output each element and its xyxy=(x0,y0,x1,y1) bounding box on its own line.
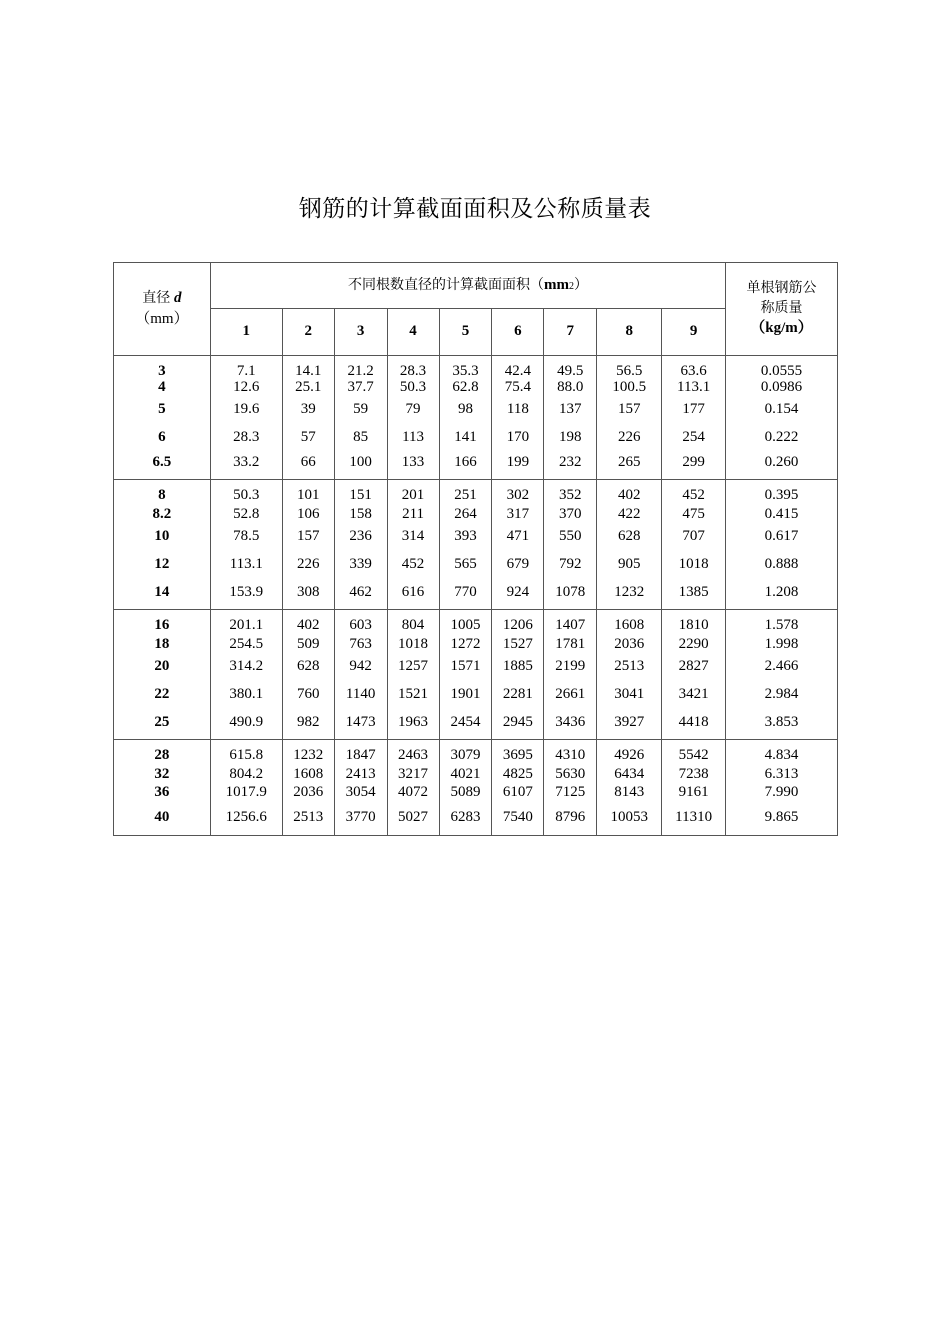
area-value: 942 xyxy=(349,658,372,674)
diameter-unit: （mm） xyxy=(135,311,189,327)
mass-value: 1.578 xyxy=(764,617,799,633)
diameter-cell xyxy=(114,740,211,836)
area-value: 1232 xyxy=(293,747,324,763)
area-value: 4825 xyxy=(502,766,533,782)
area-value: 177 xyxy=(682,401,705,417)
area-value: 475 xyxy=(682,506,705,522)
area-cell xyxy=(210,356,282,480)
area-value: 1256.6 xyxy=(225,809,267,825)
area-cell xyxy=(439,356,492,480)
area-value: 1407 xyxy=(555,617,586,633)
area-value: 5630 xyxy=(555,766,586,782)
table-row-group xyxy=(114,480,838,610)
area-cell xyxy=(597,356,662,480)
area-value: 982 xyxy=(296,714,320,730)
area-value: 35.3 xyxy=(452,363,479,379)
area-value: 4310 xyxy=(555,747,586,763)
area-value: 707 xyxy=(682,528,705,544)
count-header-5: 5 xyxy=(439,309,492,356)
area-cell xyxy=(662,740,726,836)
area-value: 251 xyxy=(454,487,477,503)
mass-value: 0.260 xyxy=(764,454,799,470)
area-value: 7238 xyxy=(678,766,709,782)
area-value: 1901 xyxy=(450,686,481,702)
area-value: 1885 xyxy=(502,658,533,674)
area-cell xyxy=(662,356,726,480)
area-cell xyxy=(387,740,439,836)
area-value: 153.9 xyxy=(229,584,264,600)
area-value: 3927 xyxy=(614,714,645,730)
area-value: 62.8 xyxy=(452,379,479,395)
area-value: 49.5 xyxy=(557,363,584,379)
area-value: 1272 xyxy=(450,636,481,652)
area-value: 254 xyxy=(682,429,705,445)
area-value: 3770 xyxy=(345,809,376,825)
area-value: 6107 xyxy=(502,784,533,800)
area-value: 4072 xyxy=(398,784,429,800)
count-header-3: 3 xyxy=(334,309,387,356)
area-value: 616 xyxy=(401,584,425,600)
area-value: 201 xyxy=(401,487,425,503)
mass-unit: （kg/m） xyxy=(750,320,813,337)
count-header-4: 4 xyxy=(387,309,439,356)
diameter-value: 8 xyxy=(158,487,166,503)
area-cell xyxy=(334,740,387,836)
area-value: 6434 xyxy=(614,766,645,782)
area-value: 39 xyxy=(300,401,316,417)
area-cell xyxy=(210,740,282,836)
area-value: 2513 xyxy=(293,809,324,825)
mass-value: 0.222 xyxy=(764,429,799,445)
mass-label-2: 称质量 xyxy=(760,300,803,317)
table-row-group xyxy=(114,356,838,480)
area-value: 1608 xyxy=(293,766,324,782)
table-row-group xyxy=(114,610,838,740)
area-value: 1018 xyxy=(398,636,429,652)
area-cell xyxy=(544,610,597,740)
area-value: 4926 xyxy=(614,747,645,763)
area-value: 33.2 xyxy=(233,454,260,470)
area-value: 339 xyxy=(349,556,372,572)
area-header xyxy=(210,263,725,309)
area-value: 170 xyxy=(506,429,530,445)
area-value: 52.8 xyxy=(233,506,260,522)
area-value: 98 xyxy=(457,401,473,417)
area-cell xyxy=(439,610,492,740)
diameter-value: 5 xyxy=(158,401,166,417)
area-value: 1257 xyxy=(398,658,429,674)
area-value: 370 xyxy=(559,506,582,522)
area-value: 254.5 xyxy=(229,636,264,652)
area-value: 3695 xyxy=(502,747,533,763)
area-value: 760 xyxy=(296,686,320,702)
area-value: 5089 xyxy=(450,784,481,800)
area-value: 1571 xyxy=(450,658,481,674)
area-value: 37.7 xyxy=(347,379,374,395)
area-value: 565 xyxy=(454,556,477,572)
area-value: 8143 xyxy=(614,784,645,800)
area-value: 11310 xyxy=(675,809,713,825)
area-value: 10053 xyxy=(610,809,648,825)
area-value: 2945 xyxy=(502,714,533,730)
area-value: 9161 xyxy=(678,784,709,800)
mass-value: 0.415 xyxy=(764,506,799,522)
area-value: 232 xyxy=(559,454,582,470)
area-value: 314 xyxy=(401,528,425,544)
area-value: 2036 xyxy=(293,784,324,800)
area-value: 21.2 xyxy=(347,363,374,379)
area-value: 118 xyxy=(506,401,529,417)
area-value: 4021 xyxy=(450,766,481,782)
area-value: 462 xyxy=(349,584,372,600)
area-value: 141 xyxy=(454,429,477,445)
area-value: 380.1 xyxy=(229,686,264,702)
area-value: 1017.9 xyxy=(225,784,267,800)
mass-value: 1.208 xyxy=(764,584,799,600)
area-value: 56.5 xyxy=(616,363,643,379)
area-value: 905 xyxy=(617,556,641,572)
area-value: 1385 xyxy=(678,584,709,600)
mass-value: 9.865 xyxy=(764,809,799,825)
diameter-value: 4 xyxy=(158,379,166,395)
area-value: 3421 xyxy=(678,686,709,702)
mass-label-1: 单根钢筋公 xyxy=(746,280,817,297)
mass-value: 0.395 xyxy=(764,487,799,503)
area-value: 7125 xyxy=(555,784,586,800)
area-cell xyxy=(210,610,282,740)
area-value: 2463 xyxy=(398,747,429,763)
area-value: 12.6 xyxy=(233,379,260,395)
area-value: 113 xyxy=(402,429,425,445)
area-value: 5542 xyxy=(678,747,709,763)
area-value: 1810 xyxy=(678,617,709,633)
area-value: 5027 xyxy=(398,809,429,825)
area-value: 299 xyxy=(682,454,705,470)
area-value: 28.3 xyxy=(233,429,260,445)
area-cell xyxy=(210,480,282,610)
area-cell xyxy=(597,610,662,740)
area-value: 471 xyxy=(506,528,530,544)
area-value: 615.8 xyxy=(229,747,264,763)
area-value: 1005 xyxy=(450,617,481,633)
area-cell xyxy=(492,740,544,836)
area-value: 101 xyxy=(296,487,320,503)
area-value: 113.1 xyxy=(229,556,263,572)
area-value: 3079 xyxy=(450,747,481,763)
mass-value: 3.853 xyxy=(764,714,799,730)
area-value: 106 xyxy=(296,506,320,522)
area-value: 50.3 xyxy=(233,487,260,503)
diameter-value: 6.5 xyxy=(152,454,172,470)
diameter-value: 32 xyxy=(154,766,170,782)
area-cell xyxy=(387,610,439,740)
area-value: 113.1 xyxy=(677,379,711,395)
mass-value: 0.617 xyxy=(764,528,799,544)
area-value: 2827 xyxy=(678,658,709,674)
mass-value: 6.313 xyxy=(764,766,799,782)
area-value: 550 xyxy=(559,528,582,544)
area-value: 490.9 xyxy=(229,714,264,730)
mass-cell xyxy=(726,610,838,740)
area-value: 1140 xyxy=(345,686,376,702)
area-value: 402 xyxy=(617,487,641,503)
area-value: 1078 xyxy=(555,584,586,600)
area-value: 42.4 xyxy=(504,363,531,379)
area-value: 85 xyxy=(353,429,369,445)
area-value: 1963 xyxy=(398,714,429,730)
mass-value: 2.466 xyxy=(764,658,799,674)
area-close: ） xyxy=(573,276,588,293)
area-value: 66 xyxy=(300,454,316,470)
area-value: 157 xyxy=(296,528,320,544)
mass-value: 4.834 xyxy=(764,747,799,763)
diameter-label: 直径 xyxy=(142,289,171,306)
area-cell xyxy=(282,356,334,480)
area-value: 3436 xyxy=(555,714,586,730)
diameter-cell xyxy=(114,610,211,740)
area-value: 4418 xyxy=(678,714,709,730)
area-cell xyxy=(544,480,597,610)
area-cell xyxy=(439,480,492,610)
area-value: 78.5 xyxy=(233,528,260,544)
mass-value: 2.984 xyxy=(764,686,799,702)
mass-value: 1.998 xyxy=(764,636,799,652)
rebar-table xyxy=(113,262,838,836)
area-value: 317 xyxy=(506,506,530,522)
area-value: 79 xyxy=(405,401,421,417)
mass-value: 0.888 xyxy=(764,556,799,572)
area-value: 2199 xyxy=(555,658,586,674)
mass-value: 7.990 xyxy=(764,784,799,800)
page-title: 钢筋的计算截面面积及公称质量表 xyxy=(298,196,652,222)
area-value: 3054 xyxy=(345,784,376,800)
area-cell xyxy=(387,480,439,610)
area-value: 133 xyxy=(401,454,425,470)
area-unit: mm xyxy=(543,276,569,293)
area-cell xyxy=(282,610,334,740)
count-header-6: 6 xyxy=(492,309,544,356)
area-cell xyxy=(282,480,334,610)
area-value: 14.1 xyxy=(295,363,322,379)
area-value: 59 xyxy=(353,401,369,417)
area-value: 1473 xyxy=(345,714,376,730)
area-value: 679 xyxy=(506,556,530,572)
diameter-value: 6 xyxy=(158,429,166,445)
area-value: 924 xyxy=(506,584,530,600)
area-value: 75.4 xyxy=(504,379,531,395)
area-value: 7540 xyxy=(502,809,533,825)
area-value: 63.6 xyxy=(680,363,707,379)
area-value: 452 xyxy=(682,487,705,503)
area-cell xyxy=(439,740,492,836)
area-value: 199 xyxy=(506,454,530,470)
area-value: 2281 xyxy=(502,686,533,702)
diameter-value: 14 xyxy=(154,584,170,600)
area-cell xyxy=(334,356,387,480)
area-value: 19.6 xyxy=(233,401,260,417)
diameter-cell xyxy=(114,356,211,480)
diameter-cell xyxy=(114,480,211,610)
area-value: 158 xyxy=(349,506,372,522)
mass-header xyxy=(726,263,838,356)
area-value: 1521 xyxy=(398,686,429,702)
area-value: 352 xyxy=(559,487,582,503)
area-value: 1608 xyxy=(614,617,645,633)
mass-cell xyxy=(726,740,838,836)
area-value: 509 xyxy=(296,636,320,652)
diameter-value: 22 xyxy=(154,686,170,702)
area-value: 100.5 xyxy=(612,379,647,395)
count-header-8: 8 xyxy=(597,309,662,356)
area-value: 201.1 xyxy=(229,617,264,633)
area-value: 137 xyxy=(559,401,582,417)
area-cell xyxy=(597,740,662,836)
area-value: 8796 xyxy=(555,809,586,825)
diameter-value: 20 xyxy=(154,658,170,674)
mass-value: 0.154 xyxy=(764,401,799,417)
area-value: 88.0 xyxy=(557,379,584,395)
area-value: 1018 xyxy=(678,556,709,572)
area-value: 804.2 xyxy=(229,766,264,782)
area-cell xyxy=(282,740,334,836)
area-value: 50.3 xyxy=(399,379,427,395)
area-value: 2513 xyxy=(614,658,645,674)
area-value: 3217 xyxy=(398,766,429,782)
area-cell xyxy=(662,610,726,740)
area-value: 236 xyxy=(349,528,372,544)
count-header-2: 2 xyxy=(282,309,334,356)
area-value: 25.1 xyxy=(295,379,322,395)
area-value: 157 xyxy=(617,401,641,417)
area-value: 393 xyxy=(454,528,477,544)
area-cell xyxy=(597,480,662,610)
mass-cell xyxy=(726,480,838,610)
area-value: 308 xyxy=(296,584,320,600)
mass-cell xyxy=(726,356,838,480)
area-value: 603 xyxy=(349,617,372,633)
area-value: 2290 xyxy=(678,636,709,652)
area-value: 226 xyxy=(617,429,641,445)
area-cell xyxy=(334,480,387,610)
area-value: 6283 xyxy=(450,809,481,825)
area-value: 763 xyxy=(349,636,372,652)
area-value: 2661 xyxy=(555,686,586,702)
area-cell xyxy=(662,480,726,610)
area-value: 2454 xyxy=(450,714,481,730)
area-value: 1527 xyxy=(502,636,533,652)
area-value: 7.1 xyxy=(236,363,256,379)
diameter-value: 18 xyxy=(154,636,170,652)
area-value: 3041 xyxy=(614,686,645,702)
area-value: 628 xyxy=(296,658,320,674)
diameter-value: 25 xyxy=(154,714,170,730)
area-value: 422 xyxy=(617,506,641,522)
area-value: 28.3 xyxy=(399,363,427,379)
area-value: 2036 xyxy=(614,636,645,652)
diameter-value: 10 xyxy=(154,528,170,544)
mass-value: 0.0986 xyxy=(760,379,803,395)
area-value: 1847 xyxy=(345,747,376,763)
area-cell xyxy=(334,610,387,740)
table-row-group xyxy=(114,740,838,836)
area-value: 314.2 xyxy=(229,658,264,674)
area-cell xyxy=(492,610,544,740)
diameter-value: 40 xyxy=(154,809,170,825)
area-value: 1781 xyxy=(555,636,586,652)
area-value: 402 xyxy=(296,617,320,633)
count-header-7: 7 xyxy=(544,309,597,356)
area-value: 452 xyxy=(401,556,425,572)
area-value: 628 xyxy=(617,528,641,544)
diameter-value: 3 xyxy=(158,363,166,379)
diameter-value: 12 xyxy=(154,556,170,572)
area-value: 264 xyxy=(454,506,477,522)
area-value: 226 xyxy=(296,556,320,572)
count-header-1: 1 xyxy=(210,309,282,356)
area-value: 1206 xyxy=(502,617,533,633)
diameter-symbol: d xyxy=(174,289,182,306)
diameter-value: 28 xyxy=(154,747,170,763)
diameter-value: 8.2 xyxy=(152,506,172,522)
area-value: 151 xyxy=(349,487,372,503)
count-header-9: 9 xyxy=(662,309,726,356)
area-cell xyxy=(544,356,597,480)
area-value: 166 xyxy=(454,454,477,470)
area-cell xyxy=(544,740,597,836)
area-value: 804 xyxy=(401,617,425,633)
area-cell xyxy=(492,480,544,610)
table-body xyxy=(114,356,838,836)
area-value: 302 xyxy=(506,487,530,503)
mass-value: 0.0555 xyxy=(760,363,803,379)
area-cell xyxy=(492,356,544,480)
area-value: 1232 xyxy=(614,584,645,600)
area-value: 770 xyxy=(454,584,477,600)
area-cell xyxy=(387,356,439,480)
diameter-header xyxy=(114,263,211,356)
area-value: 792 xyxy=(559,556,582,572)
area-value: 211 xyxy=(402,506,425,522)
diameter-value: 16 xyxy=(154,617,170,633)
area-value: 198 xyxy=(559,429,582,445)
diameter-value: 36 xyxy=(154,784,170,800)
area-value: 265 xyxy=(617,454,641,470)
area-value: 57 xyxy=(300,429,316,445)
area-label: 不同根数直径的计算截面面积（ xyxy=(347,276,544,293)
area-unit-sup: 2 xyxy=(568,280,574,292)
area-value: 2413 xyxy=(345,766,376,782)
area-value: 100 xyxy=(349,454,372,470)
